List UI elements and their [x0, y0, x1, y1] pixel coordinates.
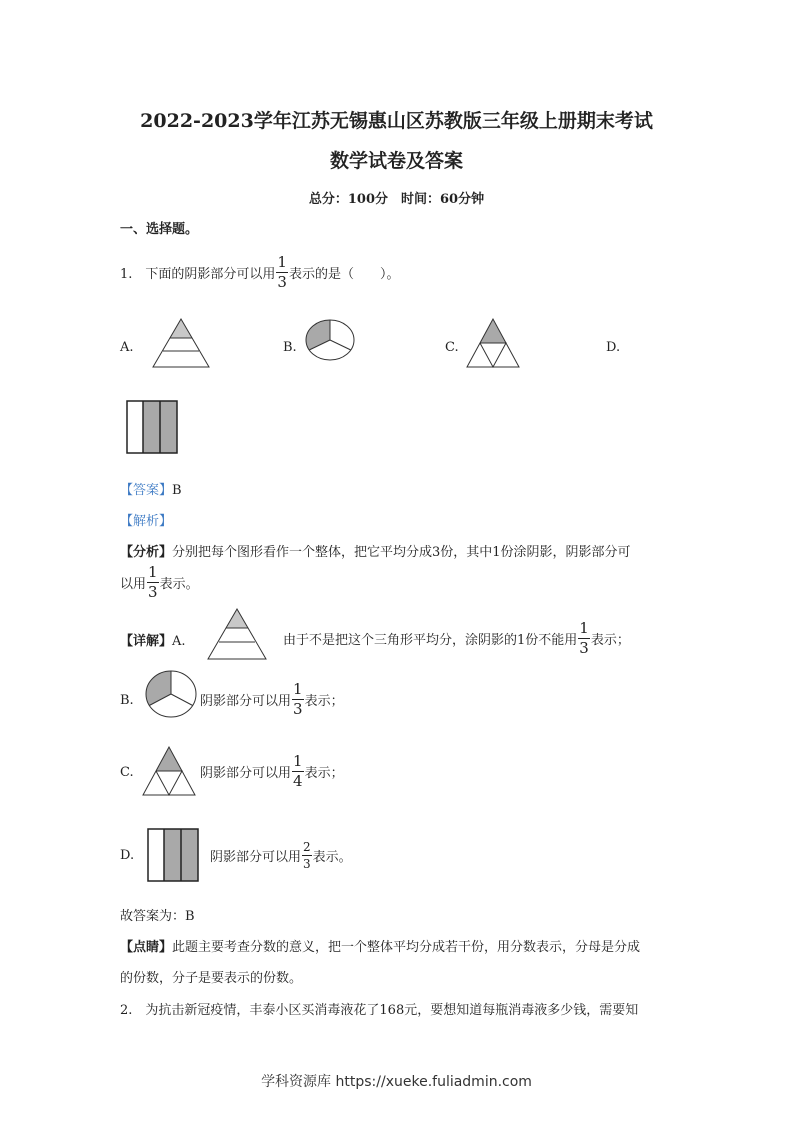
detail-d-frac-num: 2: [303, 839, 311, 854]
q1-fraction: [276, 252, 288, 291]
detail-b-circle-figure: [145, 670, 197, 718]
detail-d-fraction: [302, 841, 312, 870]
detail-a-triangle-figure: [207, 608, 267, 660]
q1-suffix: 表示的是（ ）。: [288, 266, 400, 282]
option-c-label: C.: [445, 340, 459, 355]
fenxi-line1: [120, 541, 631, 560]
dianjing-line2: 的份数，分子是要表示的份数。: [120, 971, 303, 986]
detail-b-frac-num: 1: [293, 679, 303, 698]
detail-b-body: 阴影部分可以用: [200, 693, 292, 709]
fenxi-tag: 【分析】: [120, 545, 173, 560]
fenxi-fraction: [147, 562, 159, 601]
detail-c-label: C.: [120, 765, 134, 780]
detail-b-label: B.: [120, 693, 134, 708]
fenxi-line2-pre: 以用: [120, 576, 147, 592]
option-b-label: B.: [283, 340, 297, 355]
exam-meta: 总分：100分 时间：60分钟: [308, 192, 485, 207]
fenxi-line2: [120, 562, 199, 602]
detail-tag: 【详解】: [120, 634, 173, 649]
page-title: 2022-2023学年江苏无锡惠山区苏教版三年级上册期末考试: [140, 110, 653, 132]
detail-b-post: 表示；: [304, 693, 344, 709]
footer-watermark: 学科资源库 https://xueke.fuliadmin.com: [261, 1074, 532, 1090]
detail-d-frac-den: 3: [303, 856, 311, 871]
dianjing-text: 此题主要考查分数的意义，把一个整体平均分成若干份，用分数表示，分母是分成: [172, 940, 641, 955]
dianjing-line1: [120, 936, 640, 955]
detail-b-fraction: [292, 679, 304, 718]
fenxi-frac-den: 3: [148, 582, 158, 601]
question-2: 2. 为抗击新冠疫情，丰泰小区买消毒液花了168元，要想知道每瓶消毒液多少钱，需要知: [120, 1003, 639, 1018]
detail-c-post: 表示；: [304, 765, 344, 781]
page-subtitle: 数学试卷及答案: [329, 150, 463, 172]
detail-a-text: [283, 618, 630, 658]
q1-frac-den: 3: [277, 272, 287, 291]
detail-d-body: 阴影部分可以用: [210, 849, 302, 865]
detail-c-frac-num: 1: [293, 751, 303, 770]
dianjing-tag: 【点睛】: [120, 940, 173, 955]
detail-d-text: [210, 835, 352, 875]
analysis-tag: 【解析】: [120, 514, 173, 529]
detail-c-fraction: [292, 751, 304, 790]
detail-c-body: 阴影部分可以用: [200, 765, 292, 781]
answer-line: [120, 479, 182, 498]
detail-a-fraction: [578, 618, 590, 657]
detail-a-frac-den: 3: [579, 638, 589, 657]
q1-frac-num: 1: [277, 252, 287, 271]
detail-c-triangle-figure: [142, 746, 196, 796]
detail-c-text: [200, 751, 344, 791]
question-1: [120, 252, 399, 292]
answer-value: B: [172, 483, 182, 498]
detail-a-label: [120, 630, 186, 649]
detail-a-frac-num: 1: [579, 618, 589, 637]
detail-b-frac-den: 3: [293, 699, 303, 718]
option-a-label: A.: [120, 340, 134, 355]
detail-c-frac-den: 4: [293, 771, 303, 790]
q1-prefix: 1. 下面的阴影部分可以用: [120, 266, 276, 282]
option-d-rectangle-figure: [126, 400, 178, 454]
detail-b-text: [200, 679, 344, 719]
detail-a-body: 由于不是把这个三角形平均分，涂阴影的1份不能用: [283, 632, 578, 648]
detail-d-label: D.: [120, 848, 135, 863]
fenxi-text: 分别把每个图形看作一个整体，把它平均分成3份，其中1份涂阴影，阴影部分可: [172, 545, 631, 560]
option-c-triangle-figure: [466, 318, 520, 368]
option-a-triangle-figure: [152, 318, 210, 368]
fenxi-frac-num: 1: [148, 562, 158, 581]
answer-tag: 【答案】: [120, 483, 173, 498]
detail-a-letter: A.: [172, 634, 186, 649]
conclusion: 故答案为：B: [120, 909, 195, 924]
fenxi-line2-post: 表示。: [159, 576, 199, 592]
section-heading: 一、选择题。: [120, 222, 199, 237]
detail-d-rectangle-figure: [147, 828, 199, 882]
detail-d-post: 表示。: [312, 849, 352, 865]
option-d-label: D.: [606, 340, 621, 355]
option-b-circle-figure: [305, 319, 355, 361]
detail-a-post: 表示；: [590, 632, 630, 648]
